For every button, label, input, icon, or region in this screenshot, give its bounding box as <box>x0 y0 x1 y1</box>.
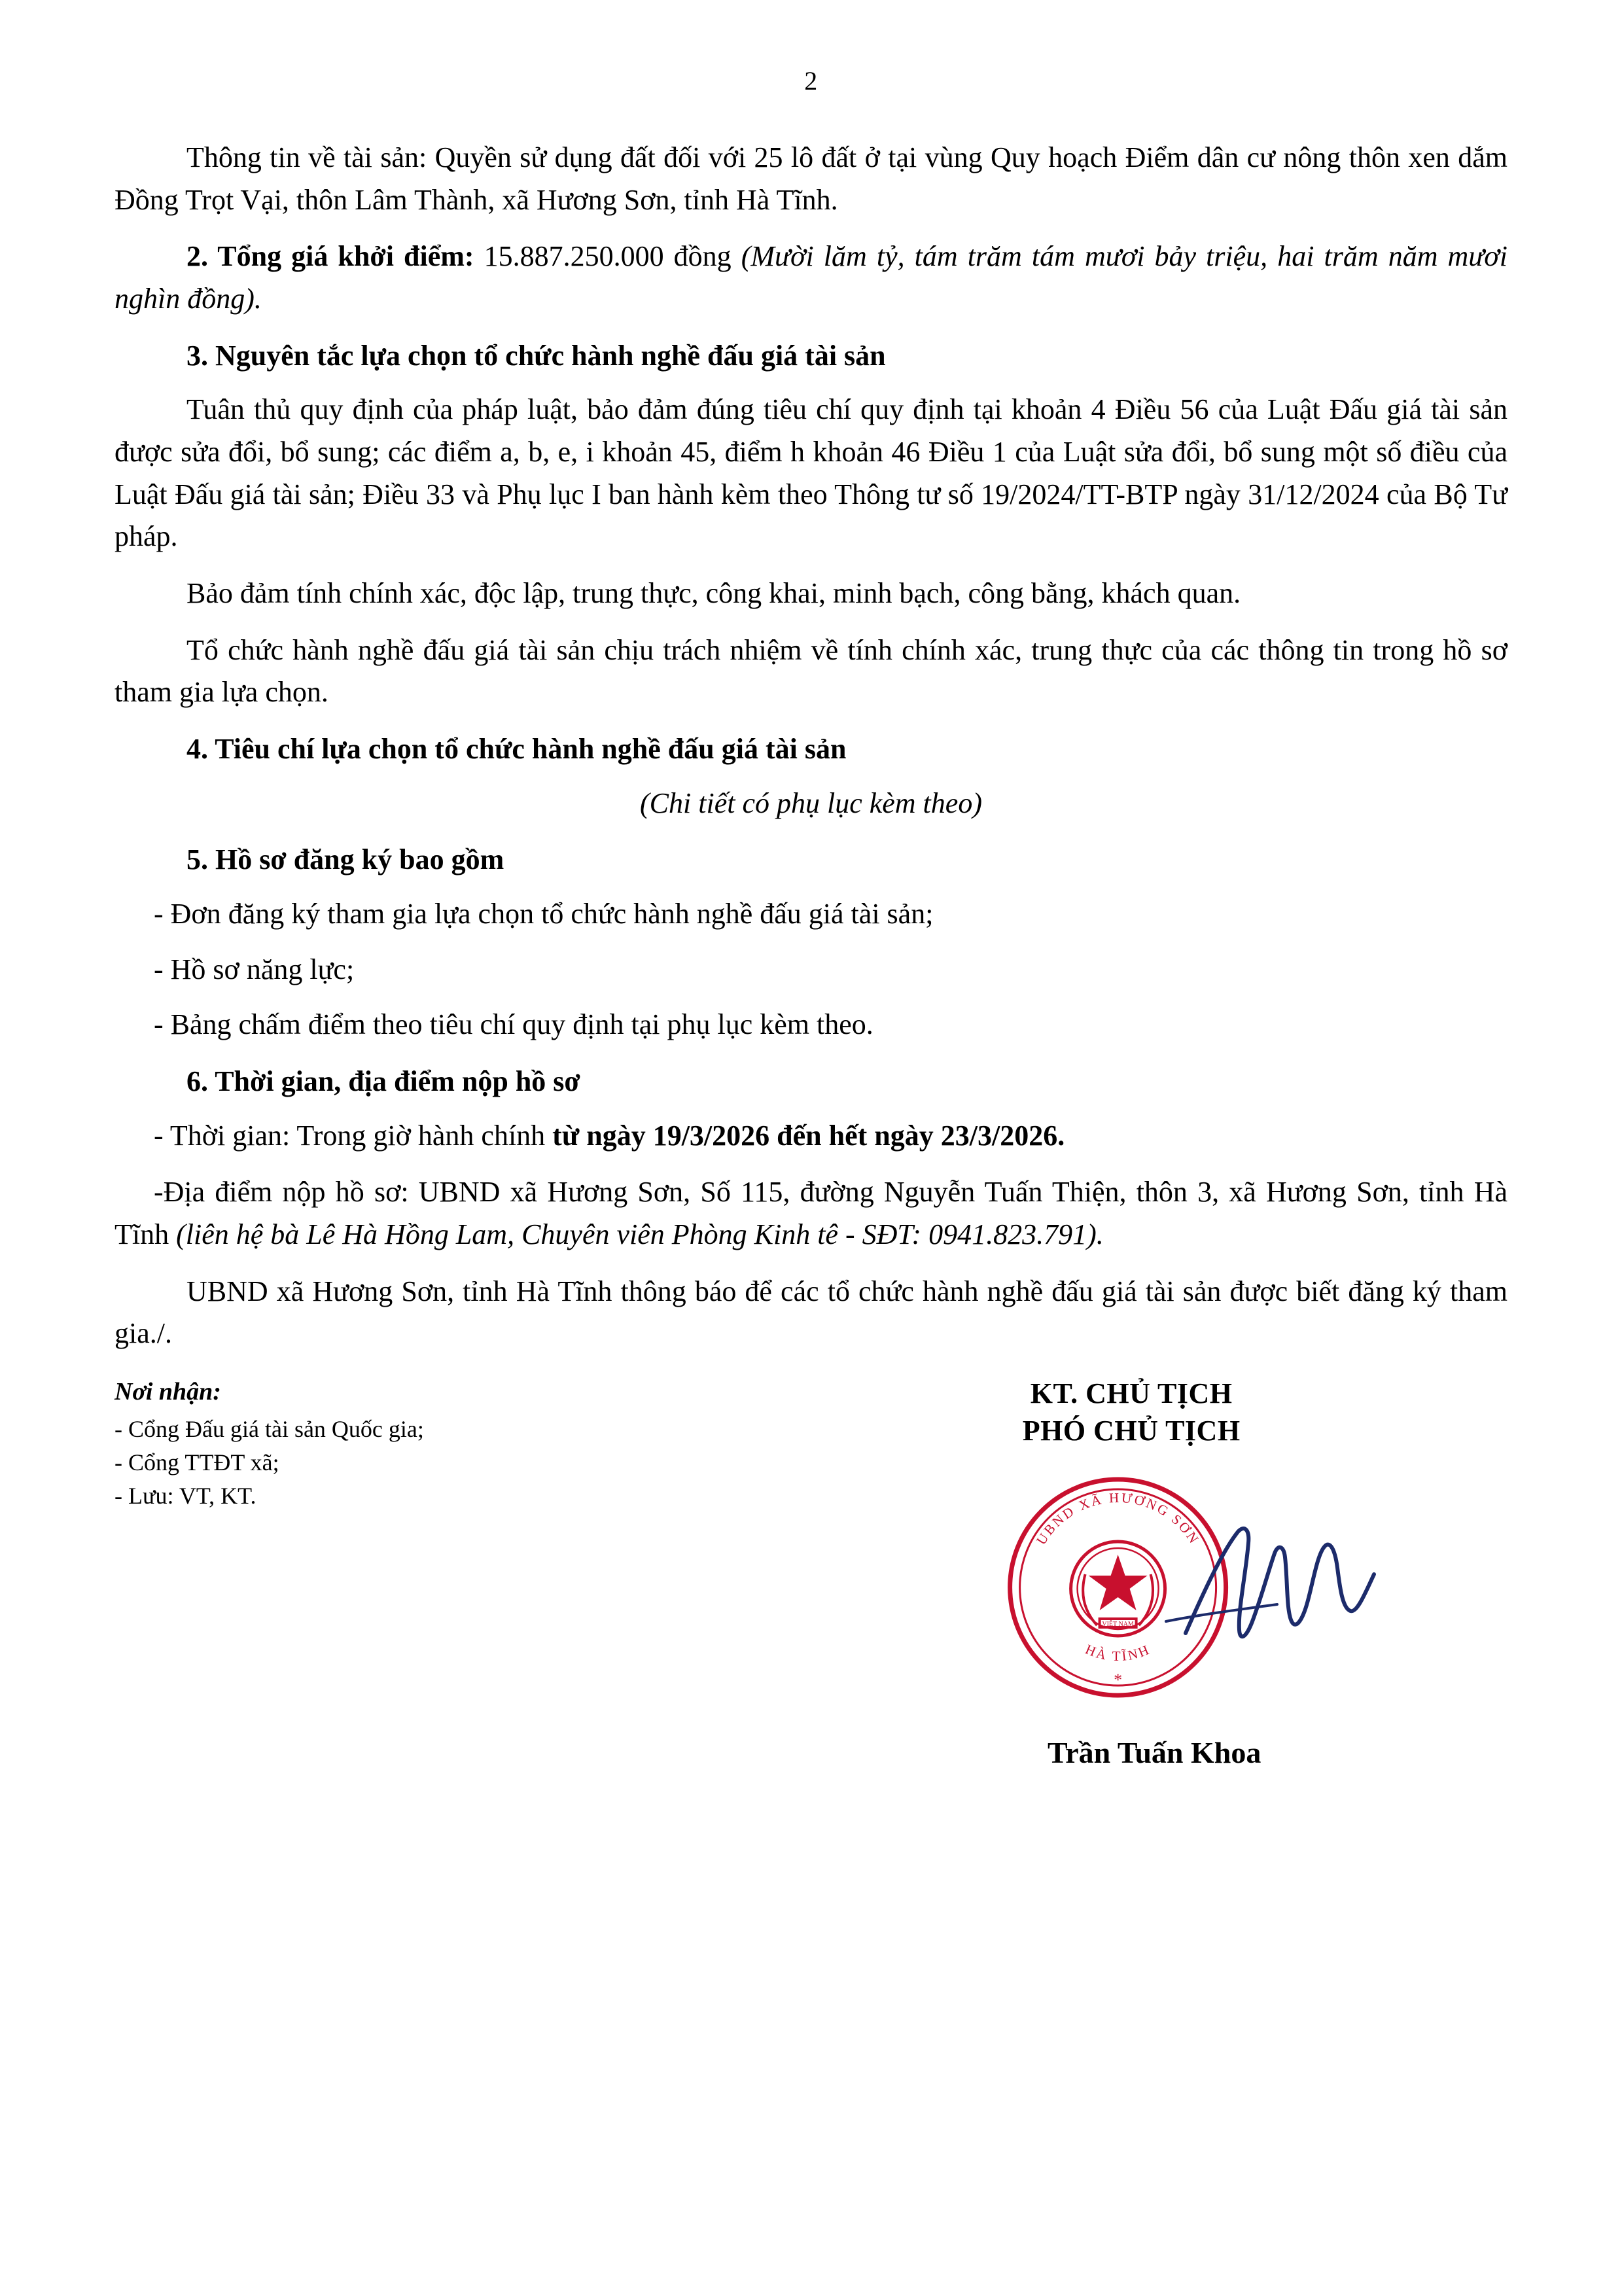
section-6-time <box>115 1115 1507 1157</box>
section-4-heading: 4. Tiêu chí lựa chọn tổ chức hành nghề đấu giá tài sản <box>186 733 847 766</box>
section-6-heading: 6. Thời gian, địa điểm nộp hồ sơ <box>186 1065 580 1098</box>
recipient-item-1: - Cổng Đấu giá tài sản Quốc gia; <box>115 1416 424 1443</box>
section-3-paragraph-1: Tuân thủ quy định của pháp luật, bảo đảm đúng tiêu chí quy định tại khoản 4 Điều 56 của Luật Đấu giá tài sản được sửa đổi, bổ sung; các điểm a, b, e, i khoản 45, điểm h khoản 46 Điều 1 của Luật sửa đổi, bổ sung một số điều của Luật Đấu giá tài sản; Điều 33 và Phụ lục I ban hành kèm theo Thông tư số 19/2024/TT-BTP ngày 31/12/2024 của Bộ Tư pháp. <box>115 393 1507 553</box>
recipients-title: Nơi nhận: <box>115 1378 221 1406</box>
section-6-contact: (liên hệ bà Lê Hà Hồng Lam, Chuyên viên Phòng Kinh tê - SĐT: 0941.823.791). <box>176 1218 1104 1251</box>
svg-text:VIỆT NAM: VIỆT NAM <box>1102 1620 1134 1628</box>
section-4-note: (Chi tiết có phụ lục kèm theo) <box>640 786 982 819</box>
section-6-time-prefix: - Thời gian: Trong giờ hành chính <box>154 1119 553 1152</box>
section-2-label: 2. Tổng giá khởi điểm: <box>186 240 474 273</box>
svg-text:*: * <box>1114 1670 1123 1689</box>
signature-block <box>115 1375 1507 1769</box>
svg-text:UBND XÃ HƯƠNG SƠN: UBND XÃ HƯƠNG SƠN <box>1033 1489 1203 1547</box>
recipient-item-2: - Cổng TTĐT xã; <box>115 1449 279 1476</box>
recipient-item-3: - Lưu: VT, KT. <box>115 1483 256 1510</box>
section-6-place <box>115 1171 1507 1256</box>
asset-info-paragraph: Thông tin về tài sản: Quyền sử dụng đất đối với 25 lô đất ở tại vùng Quy hoạch Điểm dân cư nông thôn xen dắm Đồng Trọt Vại, thôn Lâm Thành, xã Hương Sơn, tỉnh Hà Tĩnh. <box>115 141 1507 216</box>
document-body <box>115 137 1507 1355</box>
section-5-item-3: - Bảng chấm điểm theo tiêu chí quy định tại phụ lục kèm theo. <box>154 1008 873 1041</box>
svg-text:HÀ TĨNH: HÀ TĨNH <box>1083 1640 1154 1664</box>
section-6-place-text: -Địa điểm nộp hồ sơ: UBND xã Hương Sơn, Số 115, đường Nguyễn Tuấn Thiện, thôn 3, xã Hương Sơn, tỉnh Hà Tĩnh <box>115 1176 1507 1251</box>
section-5-item-2: - Hồ sơ năng lực; <box>154 953 355 985</box>
signatory-area <box>755 1375 1507 1769</box>
official-seal-icon <box>1007 1476 1229 1699</box>
section-3-paragraph-2: Bảo đảm tính chính xác, độc lập, trung thực, công khai, minh bạch, công bằng, khách quan. <box>186 577 1241 610</box>
signatory-title-line-1: KT. CHỦ TỊCH <box>1030 1377 1233 1410</box>
section-2-amount-words: (Mười lăm tỷ, tám trăm tám mươi bảy triệu, hai trăm năm mươi nghìn đồng). <box>115 240 1508 315</box>
page-number: 2 <box>804 66 818 96</box>
section-2-paragraph <box>115 236 1507 320</box>
section-2-value: 15.887.250.000 đồng <box>474 240 741 273</box>
signatory-title-line-2: PHÓ CHỦ TỊCH <box>1022 1415 1241 1447</box>
section-3-heading: 3. Nguyên tắc lựa chọn tổ chức hành nghề đấu giá tài sản <box>186 339 886 372</box>
section-6-time-range: từ ngày 19/3/2026 đến hết ngày 23/3/2026. <box>552 1119 1065 1152</box>
stamp-area <box>755 1450 1507 1731</box>
section-5-item-1: - Đơn đăng ký tham gia lựa chọn tổ chức hành nghề đấu giá tài sản; <box>154 898 934 930</box>
section-3-paragraph-3: Tổ chức hành nghề đấu giá tài sản chịu trách nhiệm về tính chính xác, trung thực của các thông tin trong hồ sơ tham gia lựa chọn. <box>115 633 1507 709</box>
signer-name: Trần Tuấn Khoa <box>1047 1735 1261 1769</box>
recipients-list <box>115 1375 755 1769</box>
section-5-heading: 5. Hồ sơ đăng ký bao gồm <box>186 843 504 876</box>
closing-paragraph: UBND xã Hương Sơn, tỉnh Hà Tĩnh thông báo để các tổ chức hành nghề đấu giá tài sản được biết đăng ký tham gia./. <box>115 1275 1507 1350</box>
